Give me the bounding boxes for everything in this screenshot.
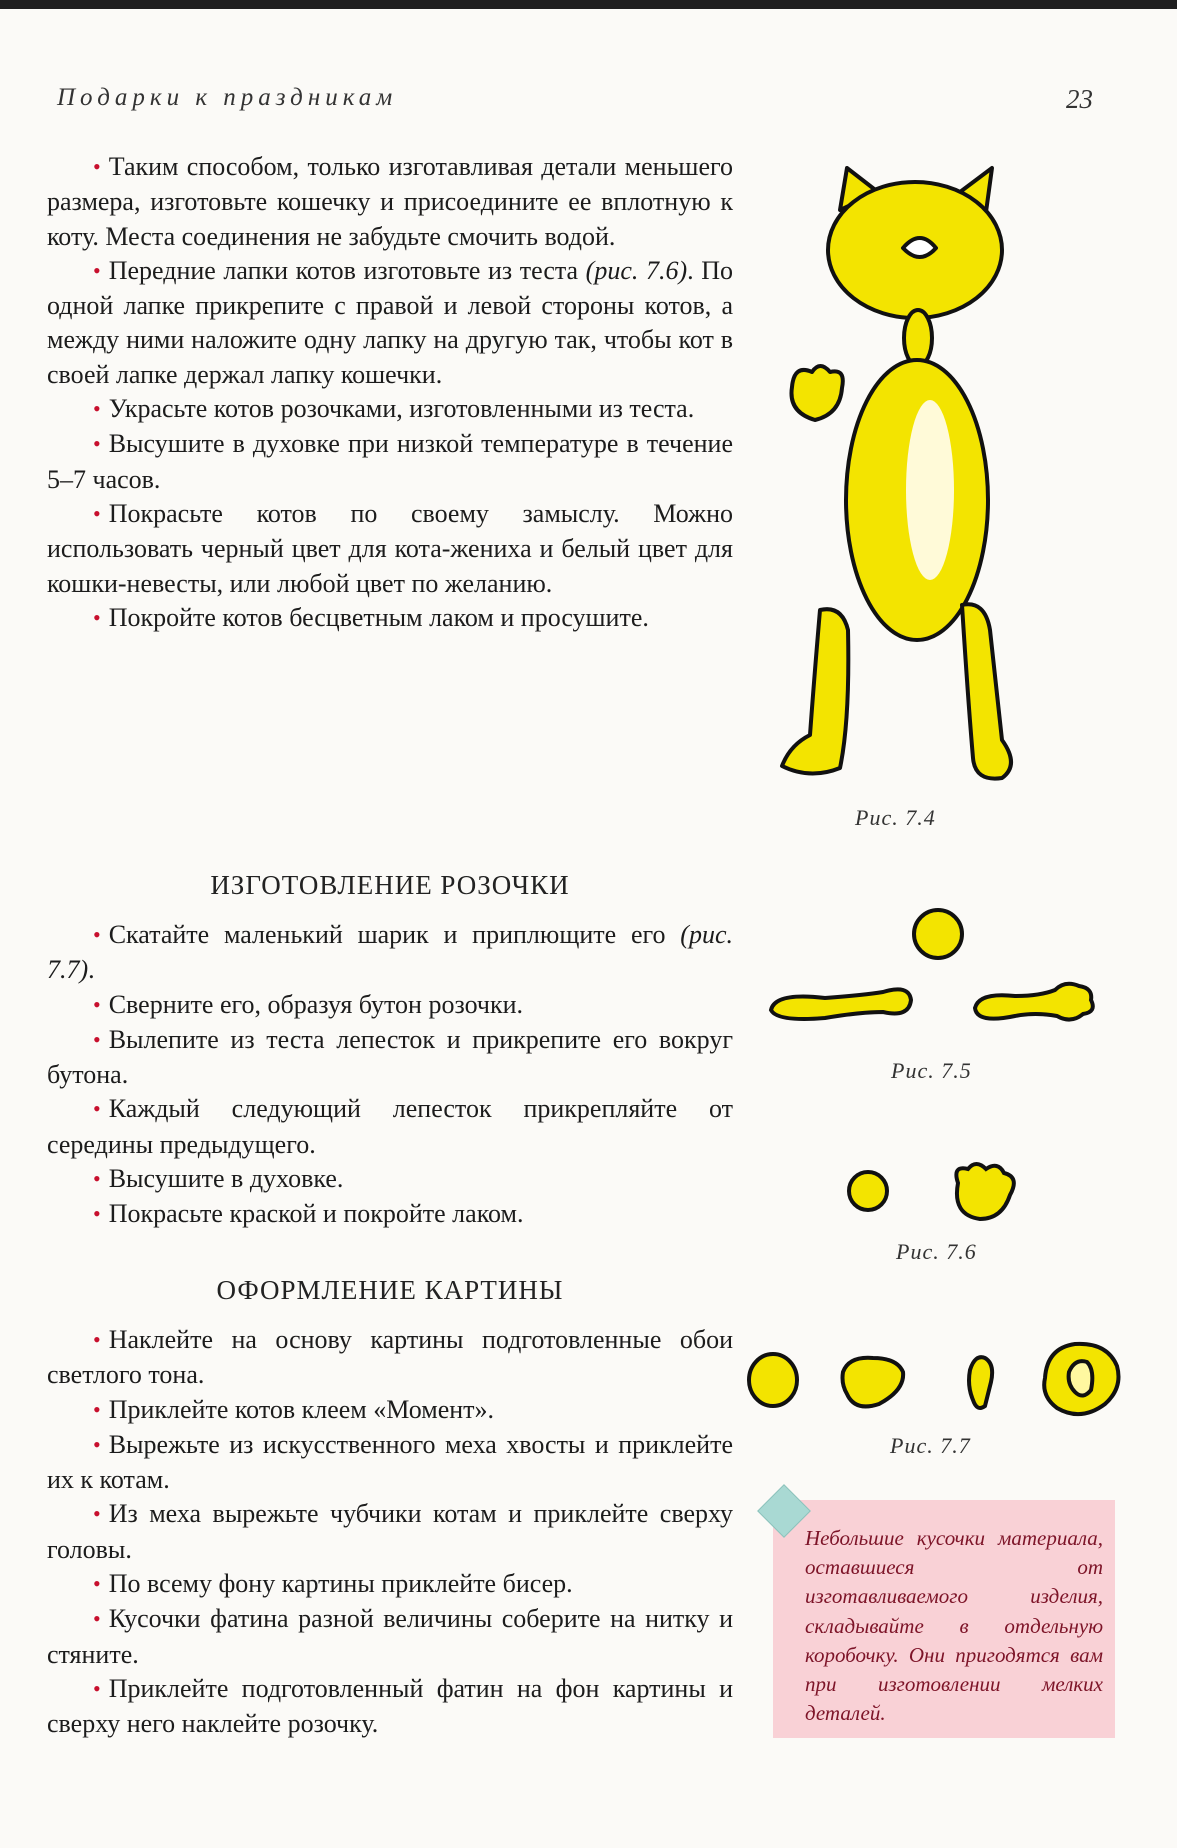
paragraph-text: Вырежьте из искусственного меха хвосты и приклейте их к котам. [47,1429,733,1495]
bullet-icon: • [93,1675,101,1701]
tip-note-text: Небольшие кусочки материала, оставшиеся от изготавливаемого изделия, складывайте в отдельную коробочку. Они пригодятся вам при изготовлении мелких деталей. [805,1526,1103,1726]
paragraph-text: Украсьте котов розочками, изготовленными из теста. [108,394,695,424]
bullet-icon: • [93,257,101,283]
bullet-icon: • [93,1396,101,1422]
paragraph [47,1197,733,1232]
section-cat-text [47,150,733,636]
top-edge-bar [0,0,1177,9]
bullet-icon: • [93,1606,101,1632]
paragraph-text: Покрасьте краской и покройте лаком. [108,1199,524,1229]
paragraph [47,1092,733,1162]
figure-reference: (рис. 7.7) [47,920,733,985]
paragraph [47,1672,733,1742]
paragraph-text: Высушите в духовке при низкой температуре в течение 5–7 часов. [47,429,733,494]
paragraph-text: Приклейте котов клеем «Момент». [108,1394,495,1424]
bullet-icon: • [93,1026,101,1052]
paragraph [47,1567,733,1602]
bullet-icon: • [93,396,101,422]
cat-figure-illustration [770,160,1030,780]
figure-caption-7-4: Рис. 7.4 [855,805,936,830]
paragraph-text: Из меха вырежьте чубчики котам и приклейте сверху головы. [47,1499,733,1564]
bullet-icon: • [93,431,101,457]
bullet-icon: • [93,1431,101,1457]
paragraph-text: . По одной лапке прикрепите с правой и левой стороны котов, а между ними наложите одну лапку на другую так, чтобы кот в своей лапке держал лапку кошечки. [47,255,733,389]
paragraph [47,988,733,1023]
paragraph [47,150,733,254]
figure-caption-7-6: Рис. 7.6 [896,1239,977,1264]
paragraph [47,1023,733,1093]
paragraph [47,1323,733,1393]
tip-note-box [773,1500,1115,1738]
paragraph [47,427,733,497]
paragraph [47,254,733,392]
paragraph-text: Вылепите из теста лепесток и прикрепите его вокруг бутона. [47,1024,733,1090]
paragraph-text: Каждый следующий лепесток прикрепляйте от середины предыдущего. [47,1094,733,1159]
figure-caption-7-5: Рис. 7.5 [891,1058,972,1083]
bullet-icon: • [93,604,101,630]
running-head: Подарки к праздникам [57,84,398,111]
paragraph [47,392,733,427]
paragraph [47,1497,733,1567]
bullet-icon: • [93,500,101,526]
paragraph-text: . [88,955,95,985]
paragraph-text: Приклейте подготовленный фатин на фон картины и сверху него наклейте розочку. [47,1673,733,1739]
bullet-icon: • [93,1327,101,1352]
paragraph-text: Высушите в духовке. [108,1164,344,1194]
paragraph-text: Покройте котов бесцветным лаком и просушите. [108,602,649,632]
paragraph [47,497,733,601]
bullet-icon: • [93,1201,101,1227]
rose-steps-illustration [745,1330,1135,1430]
paragraph [47,1162,733,1197]
paragraph-text: Передние лапки котов изготовьте из теста [108,255,586,285]
section-heading-picture: ОФОРМЛЕНИЕ КАРТИНЫ [216,1275,564,1305]
paragraph-text: Скатайте маленький шарик и приплющите его [108,920,681,949]
paw-steps-illustration [840,1155,1040,1235]
paragraph-text: Сверните его, образуя бутон розочки. [108,989,524,1019]
page-number: 23 [1066,84,1093,114]
section-picture-text [47,1323,733,1742]
paragraph-text: Таким способом, только изготавливая детали меньшего размера, изготовьте кошечку и присоедините ее вплотную к коту. Места соединения не забудьте смочить водой. [47,152,733,251]
bullet-icon: • [93,1096,101,1122]
paragraph [47,1602,733,1672]
figure-caption-7-7: Рис. 7.7 [890,1433,971,1458]
paragraph-text: Покрасьте котов по своему замыслу. Можно использовать черный цвет для кота-жениха и белый цвет для кошки-невесты, или любой цвет по желанию. [47,498,733,598]
bullet-icon: • [93,1571,101,1597]
bullet-icon: • [93,1166,101,1192]
paragraph [47,601,733,636]
paragraph [47,1428,733,1498]
paragraph [47,918,733,988]
bullet-icon: • [93,1501,101,1527]
section-heading-rose: ИЗГОТОВЛЕНИЕ РОЗОЧКИ [210,870,570,900]
paragraph-text: По всему фону картины приклейте бисер. [108,1569,573,1599]
bullet-icon: • [93,922,101,947]
paragraph [47,1393,733,1428]
section-rose-text [47,918,733,1233]
paragraph-text: Кусочки фатина разной величины соберите на нитку и стяните. [47,1604,733,1669]
paw-parts-illustration [765,900,1115,1050]
paragraph-text: Наклейте на основу картины подготовленные обои светлого тона. [47,1325,733,1390]
figure-reference: (рис. 7.6) [585,255,688,285]
bullet-icon: • [93,154,101,179]
bullet-icon: • [93,991,101,1017]
